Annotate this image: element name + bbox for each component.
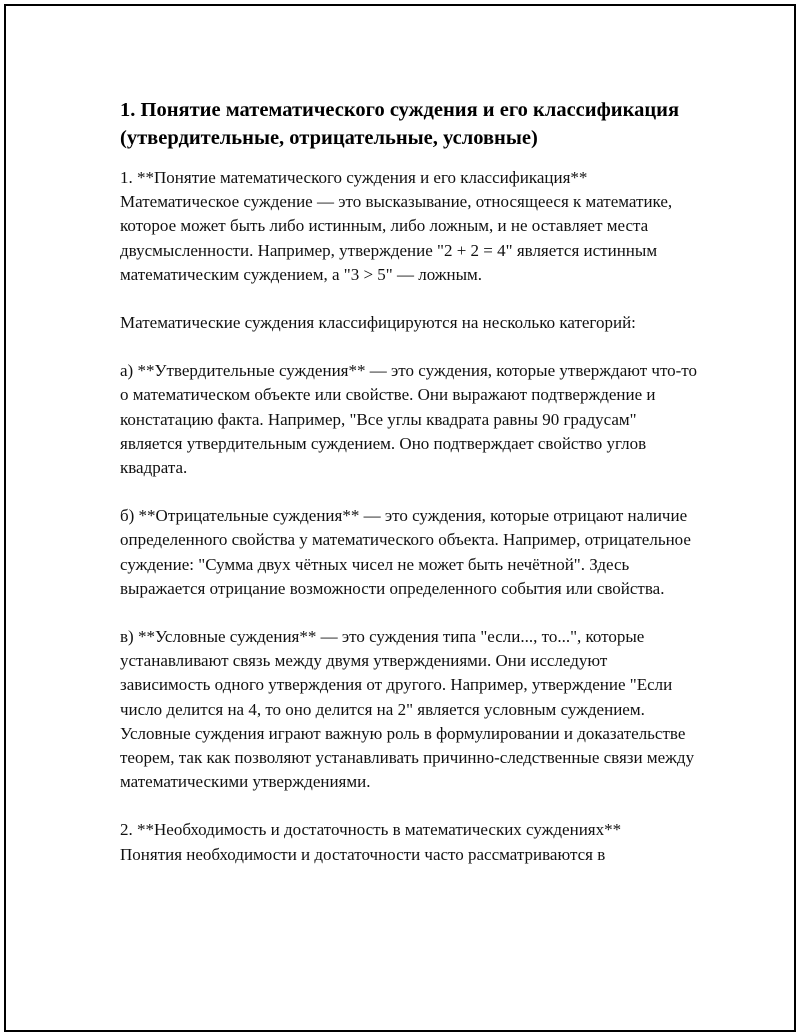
paragraph-classification-intro: Математические суждения классифицируются на несколько категорий: — [120, 313, 636, 333]
paragraph-affirmative: а) **Утвердительные суждения** — это суждения, которые утверждают что-то о математическом объекте или свойстве. Они выражают подтверждение и констатацию факта. Например, "Все углы квадрата равны 90 градусам" является утвердительным суждением. Оно подтверждает свойство углов квадрата. — [120, 361, 698, 478]
paragraph-necessity-sufficiency: 2. **Необходимость и достаточность в математических суждениях** Понятия необходимости и достаточности часто рассматриваются в — [120, 820, 622, 864]
paragraph-negative: б) **Отрицательные суждения** — это суждения, которые отрицают наличие определенного свойства у математического объекта. Например, отрицательное суждение: "Сумма двух чётных чисел не может быть нечётной". Здесь выражается отрицание возможности определенного события или свойства. — [120, 506, 691, 598]
paragraph-conditional: в) **Условные суждения** — это суждения типа "если..., то...", которые устанавливают связь между двумя утверждениями. Они исследуют зависимость одного утверждения от другого. Например, утверждение "Если число делится на 4, то оно делится на 2" является условным суждением. Условные суждения играют важную роль в формулировании и доказательстве теорем, так как позволяют устанавливать причинно-следственные связи между математическими утверждениями. — [120, 627, 695, 792]
document-heading: 1. Понятие математического суждения и его классификация (утвердительные, отрицательные, условные) — [120, 99, 680, 149]
paragraph-definition: 1. **Понятие математического суждения и его классификация** Математическое суждение — это высказывание, относящееся к математике, которое может быть либо истинным, либо ложным, и не оставляет места двусмысленности. Например, утверждение "2 + 2 = 4" является истинным математическим суждением, а "3 > 5" — ложным. — [120, 168, 673, 284]
document-body — [120, 96, 700, 867]
document-page — [4, 4, 796, 1032]
